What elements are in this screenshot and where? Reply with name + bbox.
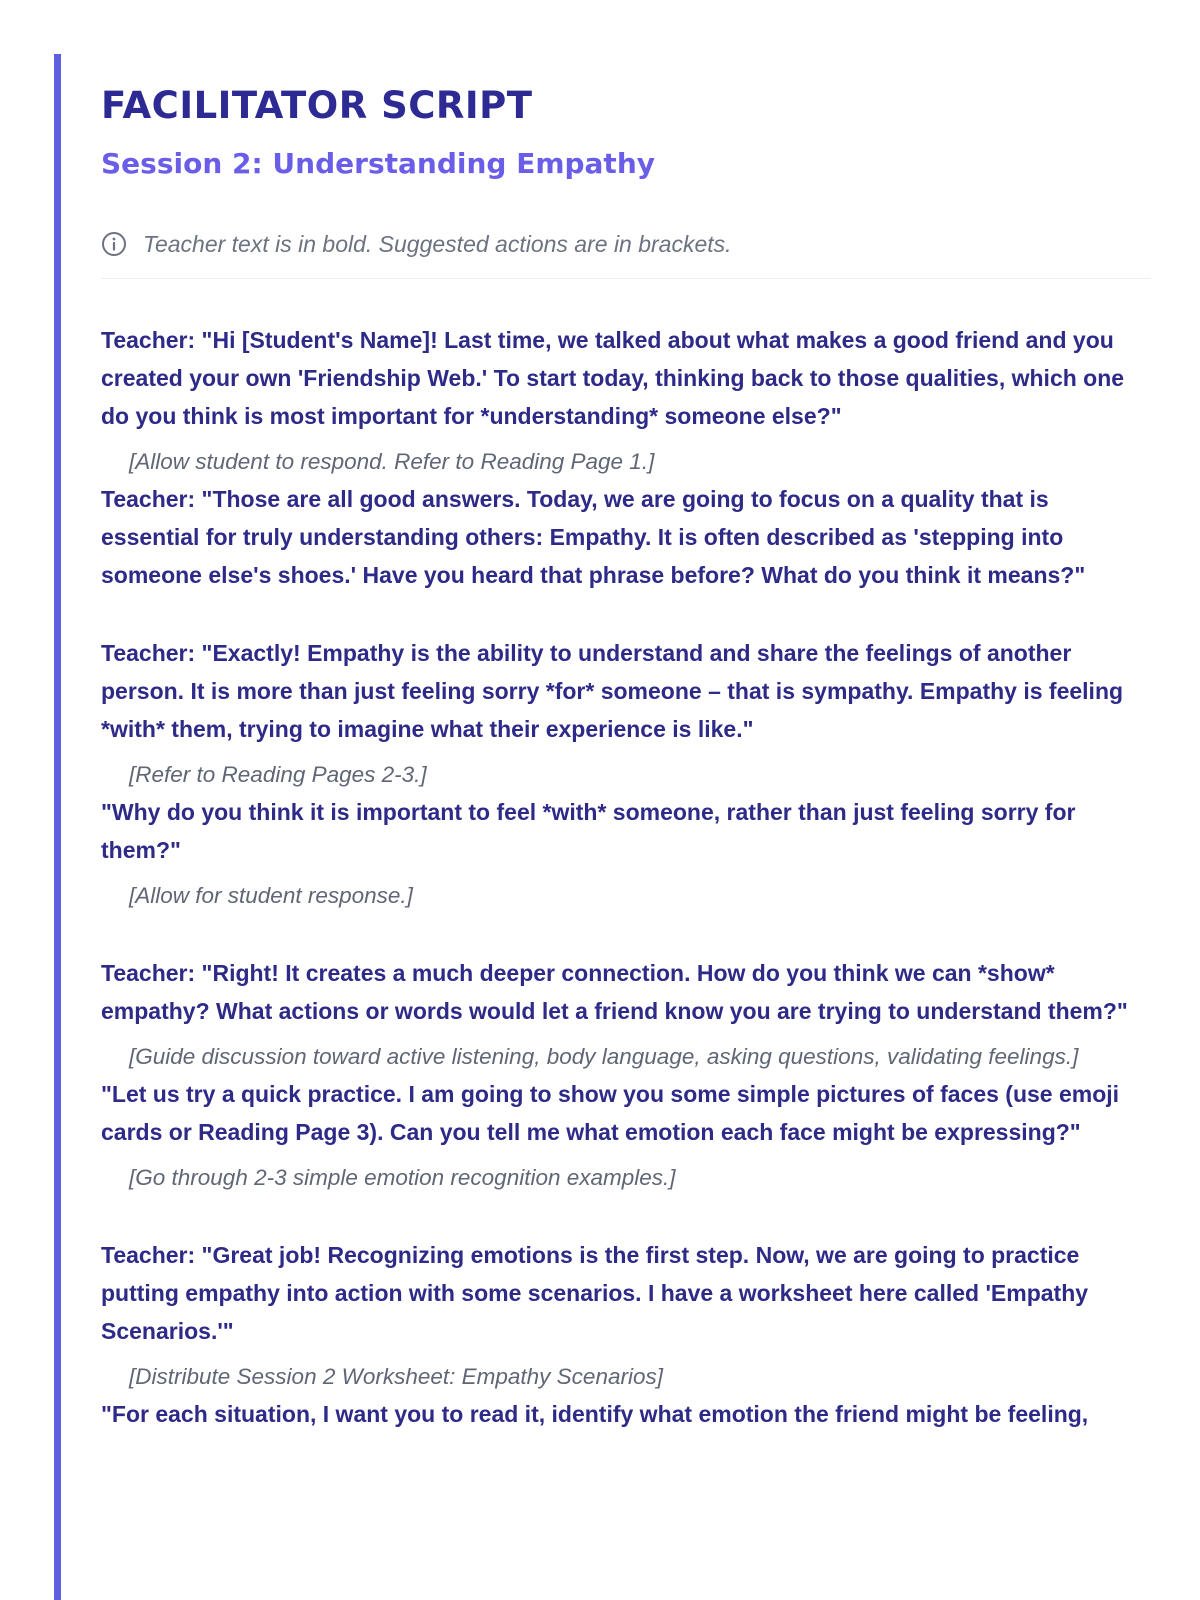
teacher-line: "For each situation, I want you to read it, identify what emotion the friend might be feeling, (101, 1401, 1089, 1427)
instruction-note-text: Teacher text is in bold. Suggested actions are in brackets. (143, 231, 732, 257)
instruction-note (101, 228, 1151, 279)
suggested-action: [Guide discussion toward active listening, body language, asking questions, validating feelings.] (129, 1044, 1079, 1069)
suggested-action: [Refer to Reading Pages 2-3.] (129, 762, 427, 787)
teacher-line: "Why do you think it is important to feel *with* someone, rather than just feeling sorry for them?" (101, 799, 1076, 863)
suggested-action: [Allow for student response.] (129, 883, 413, 908)
teacher-line: Teacher: "Great job! Recognizing emotions is the first step. Now, we are going to practice putting empathy into action with some scenarios. I have a worksheet here called 'Empathy Scenarios.'" (101, 1242, 1089, 1344)
suggested-action: [Allow student to respond. Refer to Reading Page 1.] (129, 449, 655, 474)
accent-bar (54, 54, 61, 1600)
suggested-action: [Go through 2-3 simple emotion recognition examples.] (129, 1165, 676, 1190)
info-icon (101, 231, 127, 257)
suggested-action: [Distribute Session 2 Worksheet: Empathy Scenarios] (129, 1364, 663, 1389)
teacher-line: Teacher: "Right! It creates a much deeper connection. How do you think we can *show* empathy? What actions or words would let a friend know you are trying to understand them?" (101, 960, 1128, 1024)
document-content (101, 80, 1151, 1433)
session-subtitle: Session 2: Understanding Empathy (101, 147, 655, 180)
teacher-line: Teacher: "Hi [Student's Name]! Last time, we talked about what makes a good friend and you created your own 'Friendship Web.' To start today, thinking back to those qualities, which one do you think is most important for *understanding* someone else?" (101, 327, 1125, 429)
teacher-line: Teacher: "Those are all good answers. Today, we are going to focus on a quality that is essential for truly understanding others: Empathy. It is often described as 'stepping into someone else's shoes.' Have you heard that phrase before? What do you think it means?" (101, 486, 1086, 588)
teacher-line: Teacher: "Exactly! Empathy is the ability to understand and share the feelings of another person. It is more than just feeling sorry *for* someone – that is sympathy. Empathy is feeling *with* them, trying to imagine what their experience is like." (101, 640, 1124, 742)
script-body (101, 321, 1151, 1433)
page-title: FACILITATOR SCRIPT (101, 84, 533, 127)
teacher-line: "Let us try a quick practice. I am going to show you some simple pictures of faces (use emoji cards or Reading Page 3). Can you tell me what emotion each face might be expressing?" (101, 1081, 1120, 1145)
